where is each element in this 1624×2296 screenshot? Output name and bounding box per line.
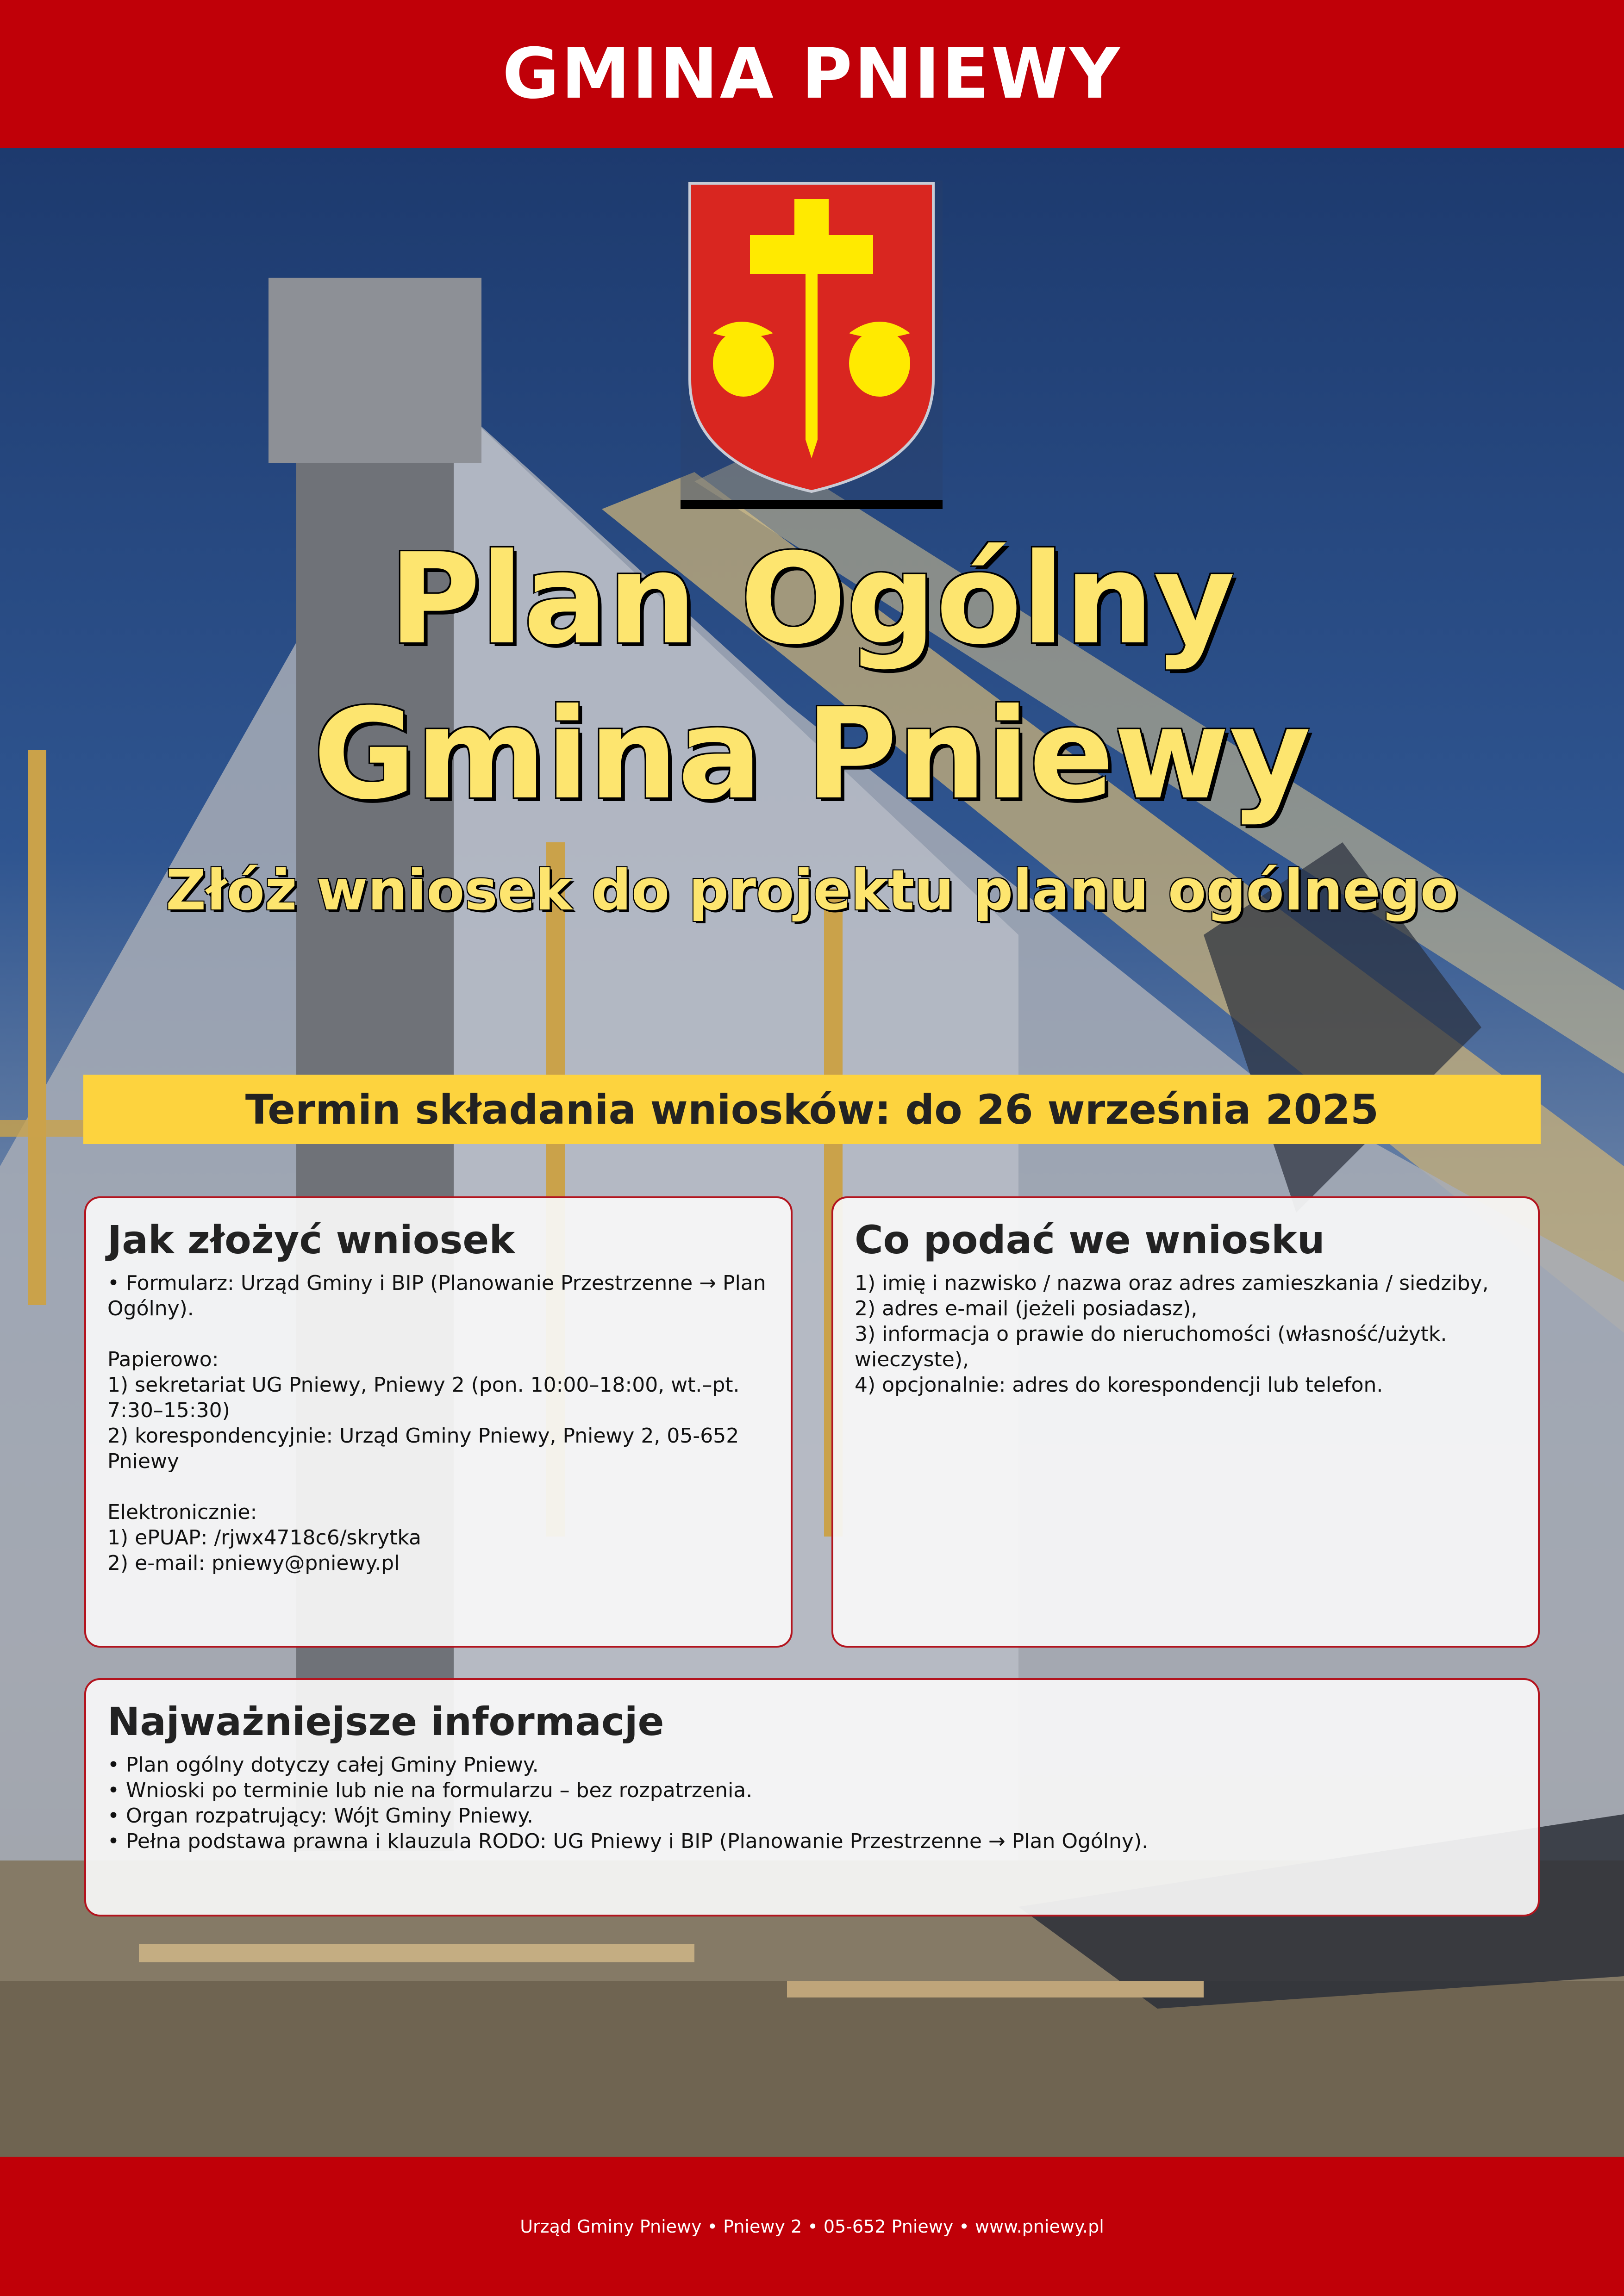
headline-line-1: Plan Ogólny [389, 526, 1235, 672]
key-info-item: • Pełna podstawa prawna i klauzula RODO: UG Pniewy i BIP (Planowanie Przestrzenne → Plan Ogólny). [107, 1829, 1149, 1853]
how-to-form-line: • Formularz: Urząd Gminy i BIP (Planowanie Przestrzenne → Plan Ogólny). [107, 1271, 766, 1320]
key-info-item: • Plan ogólny dotyczy całej Gminy Pniewy. [107, 1753, 539, 1777]
electronic-heading: Elektronicznie: [107, 1500, 257, 1524]
footer-bar [0, 2157, 1624, 2296]
key-info-card [84, 1678, 1540, 1916]
contents-item: 4) opcjonalnie: adres do korespondencji lub telefon. [855, 1373, 1383, 1397]
contents-title: Co podać we wniosku [855, 1217, 1325, 1263]
contents-card [831, 1196, 1540, 1648]
deadline-banner [83, 1075, 1541, 1144]
paper-item: 2) korespondencyjnie: Urząd Gminy Pniewy, Pniewy 2, 05-652 Pniewy [107, 1424, 739, 1473]
footer-text: Urząd Gminy Pniewy • Pniewy 2 • 05-652 Pniewy • www.pniewy.pl [520, 2216, 1104, 2237]
how-to-title: Jak złożyć wniosek [107, 1217, 515, 1263]
key-info-item: • Wnioski po terminie lub nie na formularzu – bez rozpatrzenia. [107, 1779, 753, 1802]
contents-item: 2) adres e-mail (jeżeli posiadasz), [855, 1297, 1198, 1320]
paper-heading: Papierowo: [107, 1348, 219, 1371]
key-info-title: Najważniejsze informacje [107, 1699, 664, 1744]
top-banner [0, 0, 1624, 148]
subtitle: Złóż wniosek do projektu planu ogólnego [165, 859, 1459, 923]
paper-item: 1) sekretariat UG Pniewy, Pniewy 2 (pon. 10:00–18:00, wt.–pt. 7:30–15:30) [107, 1373, 740, 1422]
contents-item: 1) imię i nazwisko / nazwa oraz adres zamieszkania / siedziby, [855, 1271, 1489, 1295]
headline-line-2: Gmina Pniewy [313, 681, 1311, 827]
contents-item: 3) informacja o prawie do nieruchomości (własność/użytk. wieczyste), [855, 1322, 1447, 1371]
how-to-card [84, 1196, 793, 1648]
electronic-item: 1) ePUAP: /rjwx4718c6/skrytka [107, 1526, 422, 1549]
deadline-text: Termin składania wniosków: do 26 września 2025 [245, 1085, 1379, 1133]
coat-of-arms-icon [681, 180, 943, 509]
municipality-name: GMINA PNIEWY [502, 34, 1122, 114]
key-info-item: • Organ rozpatrujący: Wójt Gminy Pniewy. [107, 1804, 534, 1828]
electronic-item: 2) e-mail: pniewy@pniewy.pl [107, 1551, 400, 1575]
